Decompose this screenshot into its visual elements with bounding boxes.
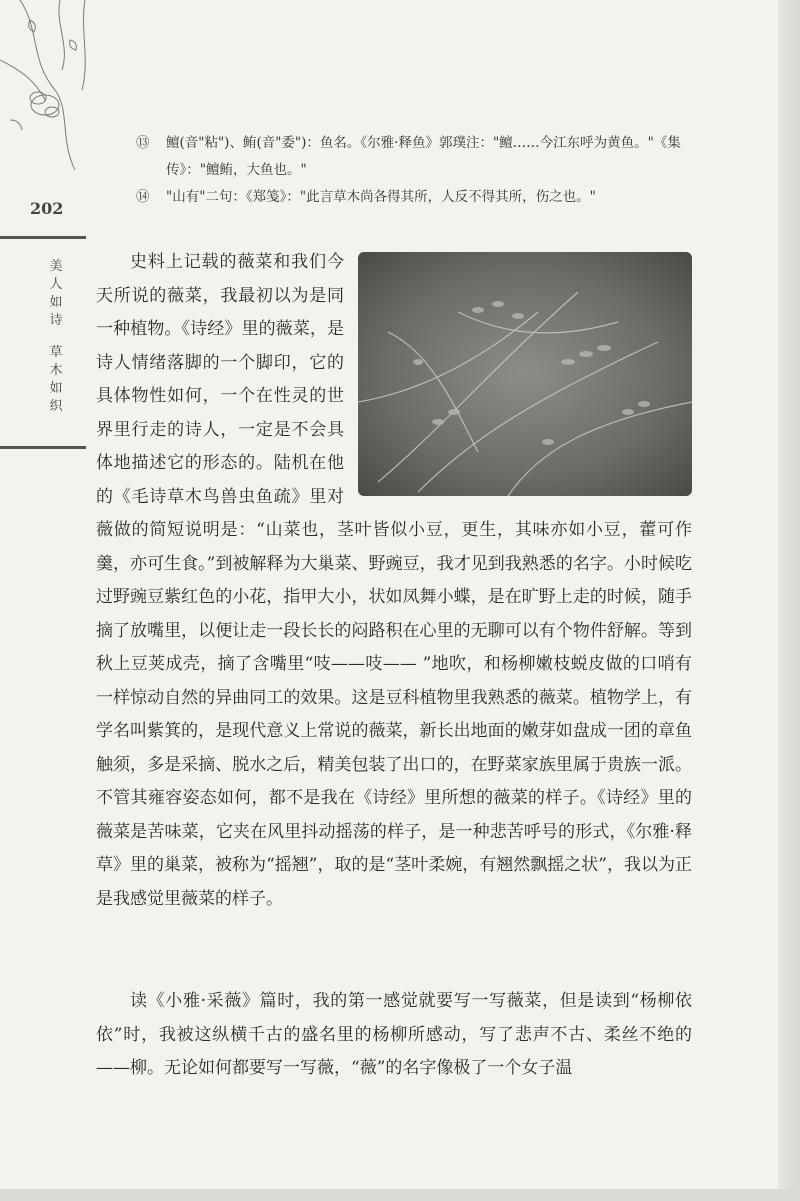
footnote-number: ⑭: [136, 189, 150, 205]
running-title-char: 如: [49, 295, 63, 310]
running-title-char: 织: [49, 399, 63, 414]
paragraph: 读《小雅·采薇》篇时，我的第一感觉就要写一写薇菜，但是读到“杨柳依依”时，我被这纵横千古的盛名里的杨柳所感动，写了悲声不古、柔丝不绝的——柳。无论如何都要写一写薇，“薇”的名字像极了一个女子温: [96, 991, 692, 1078]
footnote-text: 鳣(音"粘")、鲔(音"委")：鱼名。《尔雅·释鱼》郭璞注："鳣……今江东呼为黄鱼。"《集传》："鳣鲔，大鱼也。": [166, 135, 681, 178]
running-title: [48, 258, 64, 416]
paragraph: 史料上记载的薇菜和我们今天所说的薇菜，我最初以为是同一种植物。《诗经》里的薇菜，是诗人情绪落脚的一个脚印，它的具体物性如何，一个在性灵的世界里行走的诗人，一定是不会具体地描述它的形态的。陆机在他的《毛诗草木鸟兽虫鱼疏》里对薇做的简短说明是：“山菜也，茎叶皆似小豆，更生，其味亦如小豆，藿可作羹，亦可生食。”到被解释为大巢菜、野豌豆，我才见到我熟悉的名字。小时候吃过野豌豆紫红色的小花，指甲大小，状如凤舞小蝶，是在旷野上走的时候，随手摘了放嘴里，以便让走一段长长的闷路积在心里的无聊可以有个物件舒解。等到秋上豆荚成壳，摘了含嘴里“吱——吱—— ”地吹，和杨柳嫩枝蜕皮做的口哨有一样惊动自然的异曲同工的效果。这是豆科植物里我熟悉的薇菜。植物学上，有学名叫紫箕的，是现代意义上常说的薇菜，新长出地面的嫩芽如盘成一团的章鱼触须，多是采摘、脱水之后，精美包装了出口的，在野菜家族里属于贵族一派。不管其雍容姿态如何，都不是我在《诗经》里所想的薇菜的样子。《诗经》里的薇菜是苦味菜，它夹在风里抖动摇荡的样子，是一种悲苦呼号的形式，《尔雅·释草》里的巢菜，被称为“摇翘”，取的是“茎叶柔婉，有翘然飘摇之状”，我以为正是我感觉里薇菜的样子。: [96, 252, 692, 909]
footnotes: [136, 130, 696, 211]
footnote-text: "山有"二句：《郑笺》："此言草木尚各得其所，人反不得其所，伤之也。": [166, 189, 596, 205]
vetch-photo: [358, 252, 692, 496]
bottom-edge: [0, 1189, 800, 1201]
body-text-2: [96, 968, 692, 1103]
side-divider-top: [0, 236, 86, 239]
footnote-number: ⑬: [136, 135, 150, 151]
running-title-char: 如: [49, 381, 63, 396]
footnote-14: [136, 184, 696, 211]
running-title-char: 木: [49, 363, 63, 378]
running-title-char: 诗: [49, 313, 63, 328]
page-edge: [778, 0, 800, 1201]
body-text: [96, 246, 692, 916]
page-number: 202: [30, 199, 64, 218]
side-divider-bottom: [0, 446, 86, 449]
footnote-13: [136, 130, 696, 184]
running-title-char: 草: [49, 345, 63, 360]
running-title-char: 人: [49, 277, 63, 292]
running-title-char: 美: [49, 259, 63, 274]
floral-ornament-icon: [0, 0, 110, 180]
